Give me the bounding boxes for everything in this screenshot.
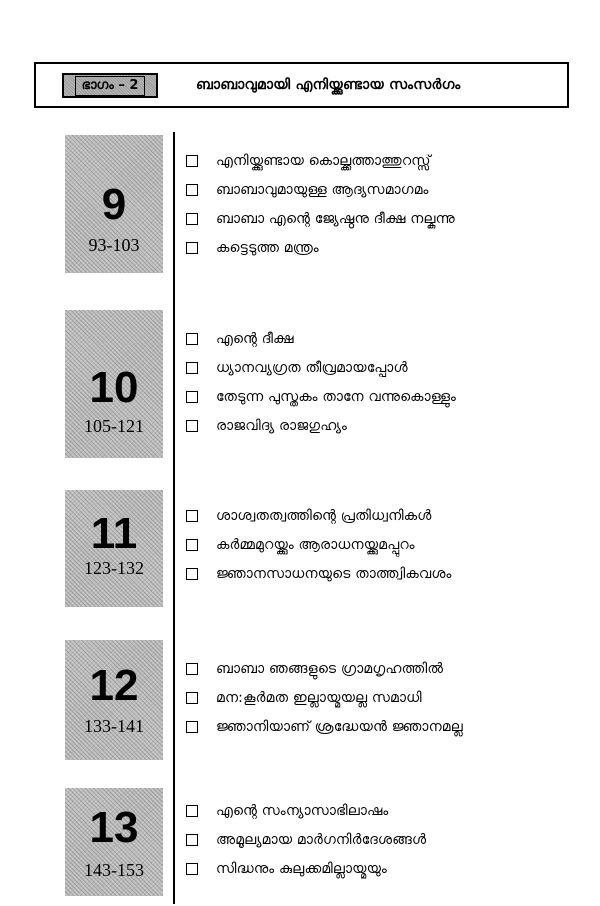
item-label: ബാബാ എന്റെ ജ്യേഷ്ഠനു ദീക്ഷ നല്കുന്നു — [216, 211, 455, 227]
list-item[interactable] — [186, 415, 347, 437]
list-item[interactable] — [186, 658, 443, 680]
checkbox-icon[interactable] — [186, 568, 198, 580]
item-label: രാജവിദ്യ രാജഗുഹ്യം — [216, 418, 348, 434]
chapter-pages: 133-141 — [84, 716, 144, 736]
chapter-number: 11 — [90, 509, 138, 558]
list-item[interactable] — [186, 800, 388, 822]
checkbox-icon[interactable] — [186, 184, 198, 196]
chapter-box-9 — [65, 135, 163, 273]
item-label: സിദ്ധനും കുലുക്കമില്ലായ്മയും — [216, 861, 387, 877]
part-title: ബാബാവുമായി എനിയ്ക്കുണ്ടായ സംസർഗം — [196, 77, 461, 93]
list-item[interactable] — [186, 357, 408, 379]
checkbox-icon[interactable] — [186, 805, 198, 817]
chapter-box-13 — [65, 788, 163, 896]
item-label: അമൂല്യമായ മാർഗനിർദേശങ്ങൾ — [216, 832, 427, 848]
item-label: ജ്ഞാനിയാണ് ശ്രദ്ധേയൻ ജ്ഞാനമല്ല — [216, 719, 463, 735]
item-label: മന:കൂർമത ഇല്ലായ്മയല്ല സമാധി — [216, 690, 422, 706]
chapter-box-12 — [65, 640, 163, 760]
chapter-number: 10 — [89, 363, 139, 412]
item-label: ബാബാ ഞങ്ങളുടെ ഗ്രാമഗൃഹത്തിൽ — [216, 661, 444, 677]
chapter-box-10 — [65, 310, 163, 458]
part-label: ഭാഗം – 2 — [75, 76, 146, 96]
chapter-number: 13 — [89, 803, 139, 852]
list-item[interactable] — [186, 858, 387, 880]
checkbox-icon[interactable] — [186, 391, 198, 403]
item-label: ബാബാവുമായുള്ള ആദ്യസമാഗമം — [216, 182, 429, 198]
item-label: എന്റെ സംന്യാസാഭിലാഷം — [216, 803, 389, 819]
list-item[interactable] — [186, 208, 455, 230]
checkbox-icon[interactable] — [186, 539, 198, 551]
part-header — [34, 62, 569, 108]
item-label: ധ്യാനവ്യഗ്രത തീവ്രമായപ്പോൾ — [216, 360, 408, 376]
chapter-number: 12 — [89, 661, 139, 710]
item-label: എന്റെ ദീക്ഷ — [216, 331, 294, 347]
chapter-pages: 93-103 — [88, 235, 140, 255]
chapter-pages: 105-121 — [84, 416, 144, 436]
list-item[interactable] — [186, 563, 452, 585]
chapter-number: 9 — [101, 180, 127, 229]
chapter-pages: 143-153 — [84, 860, 144, 880]
list-item[interactable] — [186, 237, 319, 259]
checkbox-icon[interactable] — [186, 362, 198, 374]
divider-line — [173, 132, 175, 904]
list-item[interactable] — [186, 328, 294, 350]
list-item[interactable] — [186, 150, 431, 172]
part-badge — [62, 73, 158, 98]
list-item[interactable] — [186, 716, 463, 738]
checkbox-icon[interactable] — [186, 420, 198, 432]
item-label: കർമ്മമുറയ്ക്കും ആരാധനയ്ക്കുമപ്പുറം — [216, 537, 415, 553]
item-label: ശാശ്വതത്വത്തിന്റെ പ്രതിധ്വനികൾ — [216, 508, 432, 524]
checkbox-icon[interactable] — [186, 721, 198, 733]
item-label: എനിയ്ക്കുണ്ടായ കൊല്ക്കത്താത്തുറസ്സ് — [216, 153, 431, 169]
list-item[interactable] — [186, 179, 429, 201]
item-label: തേടുന്ന പുസ്തകം താനേ വന്നുകൊള്ളും — [216, 389, 457, 405]
checkbox-icon[interactable] — [186, 213, 198, 225]
checkbox-icon[interactable] — [186, 863, 198, 875]
checkbox-icon[interactable] — [186, 155, 198, 167]
item-label: കട്ടെടുത്ത മന്ത്രം — [216, 240, 319, 256]
list-item[interactable] — [186, 534, 415, 556]
list-item[interactable] — [186, 829, 426, 851]
list-item[interactable] — [186, 687, 422, 709]
checkbox-icon[interactable] — [186, 242, 198, 254]
checkbox-icon[interactable] — [186, 663, 198, 675]
checkbox-icon[interactable] — [186, 333, 198, 345]
checkbox-icon[interactable] — [186, 510, 198, 522]
checkbox-icon[interactable] — [186, 692, 198, 704]
item-label: ജ്ഞാനസാധനയുടെ താത്ത്വികവശം — [216, 566, 452, 582]
chapter-pages: 123-132 — [84, 558, 144, 578]
checkbox-icon[interactable] — [186, 834, 198, 846]
chapter-box-11 — [65, 490, 163, 607]
list-item[interactable] — [186, 386, 456, 408]
list-item[interactable] — [186, 505, 432, 527]
